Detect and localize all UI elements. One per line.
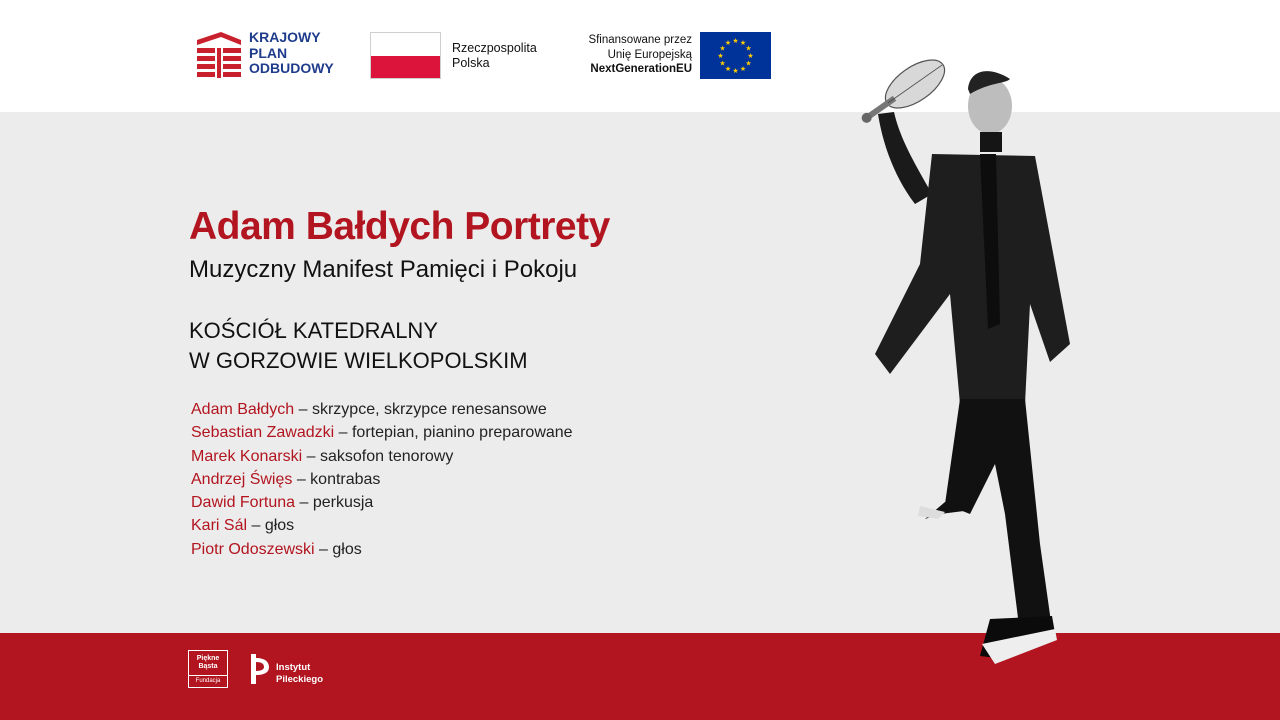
poland-flag-icon xyxy=(370,32,441,79)
poland-text xyxy=(452,41,537,71)
institute-line-1: Instytut xyxy=(276,662,311,673)
eu-star-icon: ★ xyxy=(717,52,724,60)
performer-role: – kontrabas xyxy=(292,470,381,488)
kpo-logo xyxy=(197,30,347,82)
list-item xyxy=(191,514,573,537)
foundation-line-2: Bąsta xyxy=(198,663,218,670)
eu-star-icon: ★ xyxy=(739,39,747,48)
kpo-line-3: ODBUDOWY xyxy=(249,60,334,76)
event-title: Adam Bałdych Portrety xyxy=(189,205,610,248)
performer-role: – fortepian, pianino preparowane xyxy=(334,424,573,442)
performer-role: – głos xyxy=(314,540,362,558)
list-item xyxy=(191,445,573,468)
list-item xyxy=(191,491,573,514)
venue-line-2: W GORZOWIE WIELKOPOLSKIM xyxy=(189,348,528,373)
foundation-sub: Fundacja xyxy=(189,675,227,685)
eu-line-1: Sfinansowane przez xyxy=(588,34,692,46)
eu-line-2: Unię Europejską xyxy=(607,48,692,61)
performer-name: Marek Konarski xyxy=(191,447,303,465)
eu-star-icon: ★ xyxy=(732,37,739,45)
list-item xyxy=(191,538,573,561)
eu-star-icon: ★ xyxy=(719,44,726,53)
list-item xyxy=(191,468,573,491)
musician-photo xyxy=(820,44,1080,672)
performer-role: – perkusja xyxy=(295,494,374,512)
list-item xyxy=(191,421,573,444)
institute-line-2: Pileckiego xyxy=(276,674,323,685)
foundation-logo-icon xyxy=(188,650,228,688)
performer-name: Dawid Fortuna xyxy=(191,494,296,512)
performer-name: Piotr Odoszewski xyxy=(191,540,315,558)
performer-name: Adam Bałdych xyxy=(191,401,295,418)
eu-star-icon: ★ xyxy=(724,64,732,73)
venue-line-1: KOŚCIÓŁ KATEDRALNY xyxy=(189,318,438,343)
performer-name: Andrzej Święs xyxy=(191,470,293,488)
eu-star-icon: ★ xyxy=(747,52,754,60)
foundation-line-1: Piękne xyxy=(196,655,220,662)
poland-line-1: Rzeczpospolita xyxy=(452,41,537,55)
institute-logo-icon xyxy=(247,652,271,686)
poland-line-2: Polska xyxy=(452,56,490,70)
eu-star-icon: ★ xyxy=(732,67,739,75)
event-venue xyxy=(189,316,528,376)
eu-star-icon: ★ xyxy=(719,59,726,68)
eu-star-icon: ★ xyxy=(745,44,752,53)
kpo-line-2: PLAN xyxy=(249,44,288,61)
kpo-line-1: KRAJOWY xyxy=(249,29,321,45)
eu-text xyxy=(560,33,692,77)
performer-name: Sebastian Zawadzki xyxy=(191,424,335,442)
eu-flag-icon xyxy=(700,32,771,79)
event-subtitle: Muzyczny Manifest Pamięci i Pokoju xyxy=(189,256,578,283)
performer-list xyxy=(191,398,573,561)
performer-role: – saksofon tenorowy xyxy=(302,447,454,465)
kpo-text xyxy=(249,30,334,77)
eu-star-icon: ★ xyxy=(745,59,752,68)
institute-text xyxy=(276,662,323,686)
kpo-logo-icon xyxy=(197,32,241,80)
performer-role: – skrzypce, skrzypce renesansowe xyxy=(294,401,547,418)
performer-role: – głos xyxy=(247,517,295,535)
eu-star-icon: ★ xyxy=(739,64,747,73)
performer-name: Kari Sál xyxy=(191,517,248,535)
eu-star-icon: ★ xyxy=(724,39,732,48)
list-item xyxy=(191,398,573,421)
eu-program: NextGenerationEU xyxy=(590,63,692,75)
